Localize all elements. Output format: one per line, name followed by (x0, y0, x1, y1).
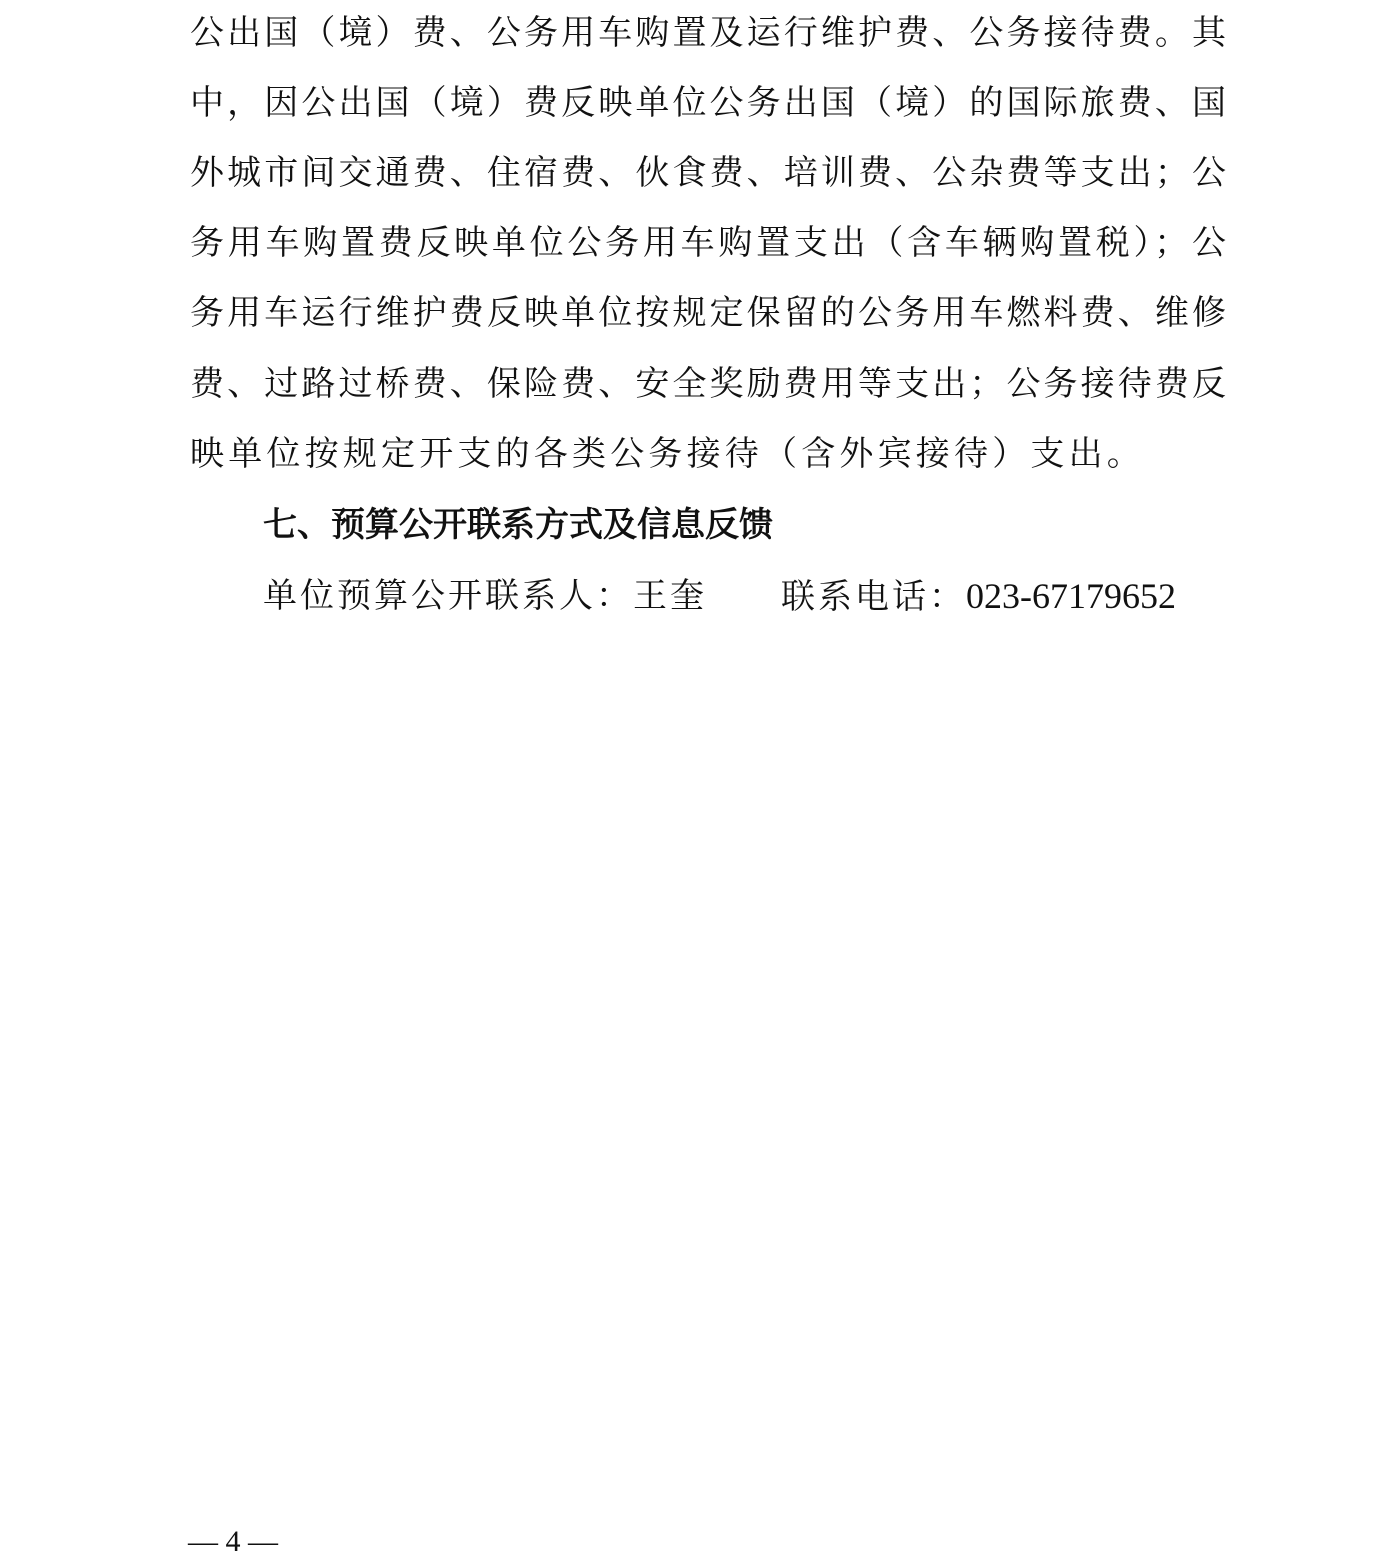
paragraph-line-7: 映单位按规定开支的各类公务接待（含外宾接待）支出。 (190, 434, 1145, 474)
section-heading: 七、预算公开联系方式及信息反馈 (263, 505, 773, 545)
paragraph-line-5: 务用车运行维护费反映单位按规定保留的公务用车燃料费、维修 (190, 293, 1226, 333)
page-number: — 4 — (188, 1525, 278, 1558)
paragraph-line-4: 务用车购置费反映单位公务用车购置支出（含车辆购置税）；公 (190, 223, 1226, 263)
contact-phone-number: 023-67179652 (966, 576, 1176, 616)
paragraph-line-1: 公出国（境）费、公务用车购置及运行维护费、公务接待费。其 (190, 13, 1226, 53)
contact-person (263, 571, 707, 621)
contact-person-label: 单位预算公开联系人： (263, 576, 633, 616)
paragraph-line-2: 中，因公出国（境）费反映单位公务出国（境）的国际旅费、国 (190, 83, 1226, 123)
contact-person-name: 王奎 (633, 576, 707, 616)
paragraph-line-6: 费、过路过桥费、保险费、安全奖励费用等支出；公务接待费反 (190, 364, 1226, 404)
paragraph-line-3: 外城市间交通费、住宿费、伙食费、培训费、公杂费等支出；公 (190, 153, 1226, 193)
contact-phone-label: 联系电话： (781, 577, 966, 617)
contact-phone (781, 571, 1176, 621)
